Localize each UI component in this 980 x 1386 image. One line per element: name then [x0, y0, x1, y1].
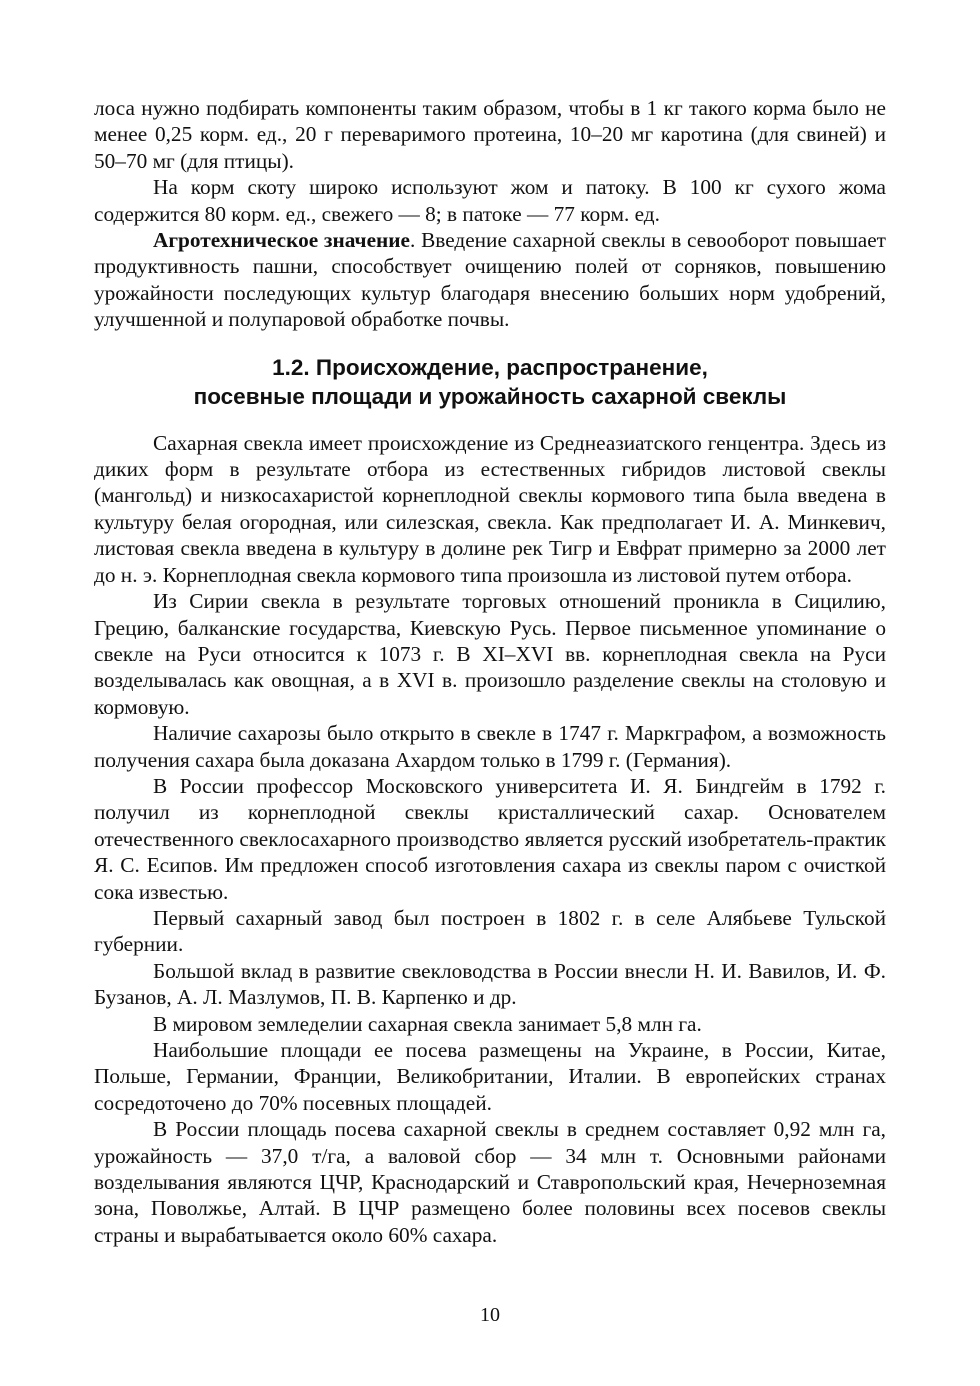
- paragraph-pulp-molasses: На корм скоту широко используют жом и патоку. В 100 кг сухого жома содержится 80 корм. ед., свежего — 8; в патоке — 77 корм. ед.: [94, 175, 886, 226]
- page-number: 10: [480, 1304, 500, 1326]
- paragraph-agrotechnical: [94, 227, 886, 333]
- document-page: [94, 95, 886, 1248]
- section-heading-line-1: 1.2. Происхождение, распространение,: [272, 354, 708, 380]
- paragraph-feed-continuation: лоса нужно подбирать компоненты таким образом, чтобы в 1 кг такого корма было не менее 0,25 корм. ед., 20 г переваримого протеина, 10–20 мг каротина (для свиней) и 50–70 мг (для птицы).: [94, 96, 886, 173]
- paragraph-spread: Из Сирии свекла в результате торговых отношений проникла в Сицилию, Грецию, балканские государства, Киевскую Русь. Первое письменное упоминание о свекле на Руси относится к 1073 г. В XI–XVI вв. корнеплодная свекла на Руси возделывалась как овощная, а в XVI в. произошло разделение свеклы на столовую и кормовую.: [94, 589, 886, 719]
- paragraph-sucrose: Наличие сахарозы было открыто в свекле в 1747 г. Маркграфом, а возможность получения сахара была доказана Ахардом только в 1799 г. (Германия).: [94, 721, 886, 772]
- paragraph-russia-sugar: В России профессор Московского университета И. Я. Биндгейм в 1792 г. получил из корнеплодной свеклы кристаллический сахар. Основателем отечественного свеклосахарного производство является русский изобретатель-практик Я. С. Есипов. Им предложен способ изготовления сахара из свеклы паром с очисткой сока известью.: [94, 773, 886, 904]
- agrotechnical-term: Агротехническое значение: [153, 228, 411, 253]
- section-heading-line-2: посевные площади и урожайность сахарной свеклы: [193, 383, 787, 409]
- paragraph-first-factory: Первый сахарный завод был построен в 1802 г. в селе Алябьеве Тульской губернии.: [94, 905, 886, 957]
- agrotechnical-text: . Введение сахарной свеклы в севооборот повышает продуктивность пашни, способствует очищению полей от сорняков, повышению урожайности последующих культур благодаря внесению больших норм удобрений, улучшенной и полупаровой обработке почвы.: [94, 228, 886, 332]
- paragraph-russia-area: В России площадь посева сахарной свеклы в среднем составляет 0,92 млн га, урожайность — 37,0 т/га, а валовой сбор — 34 млн т. Основными районами возделывания являются ЦЧР, Краснодарский и Ставропольский края, Нечерноземная зона, Поволжье, Алтай. В ЦЧР размещено более половины всех посевов свеклы страны и вырабатывается около 60% сахара.: [94, 1117, 886, 1247]
- paragraph-largest-areas: Наибольшие площади ее посева размещены на Украине, в России, Китае, Польше, Германии, Франции, Великобритании, Италии. В европейских странах сосредоточено до 70% посевных площадей.: [94, 1038, 886, 1115]
- paragraph-contributors: Большой вклад в развитие свекловодства в России внесли Н. И. Вавилов, И. Ф. Бузанов, А. Л. Мазлумов, П. В. Карпенко и др.: [94, 958, 886, 1010]
- paragraph-origin: Сахарная свекла имеет происхождение из Среднеазиатского генцентра. Здесь из диких форм в результате отбора из естественных гибридов листовой свеклы (мангольд) и низкосахаристой корнеплодной свеклы кормового типа была введена в культуру белая огородная, или силезская, свекла. Как предполагает И. А. Минкевич, листовая свекла введена в культуру в долине рек Тигр и Евфрат примерно за 2000 лет до н. э. Корнеплодная свекла кормового типа произошла из листовой путем отбора.: [94, 430, 886, 587]
- section-heading: [94, 353, 886, 411]
- paragraph-world-area: В мировом земледелии сахарная свекла занимает 5,8 млн га.: [153, 1011, 702, 1036]
